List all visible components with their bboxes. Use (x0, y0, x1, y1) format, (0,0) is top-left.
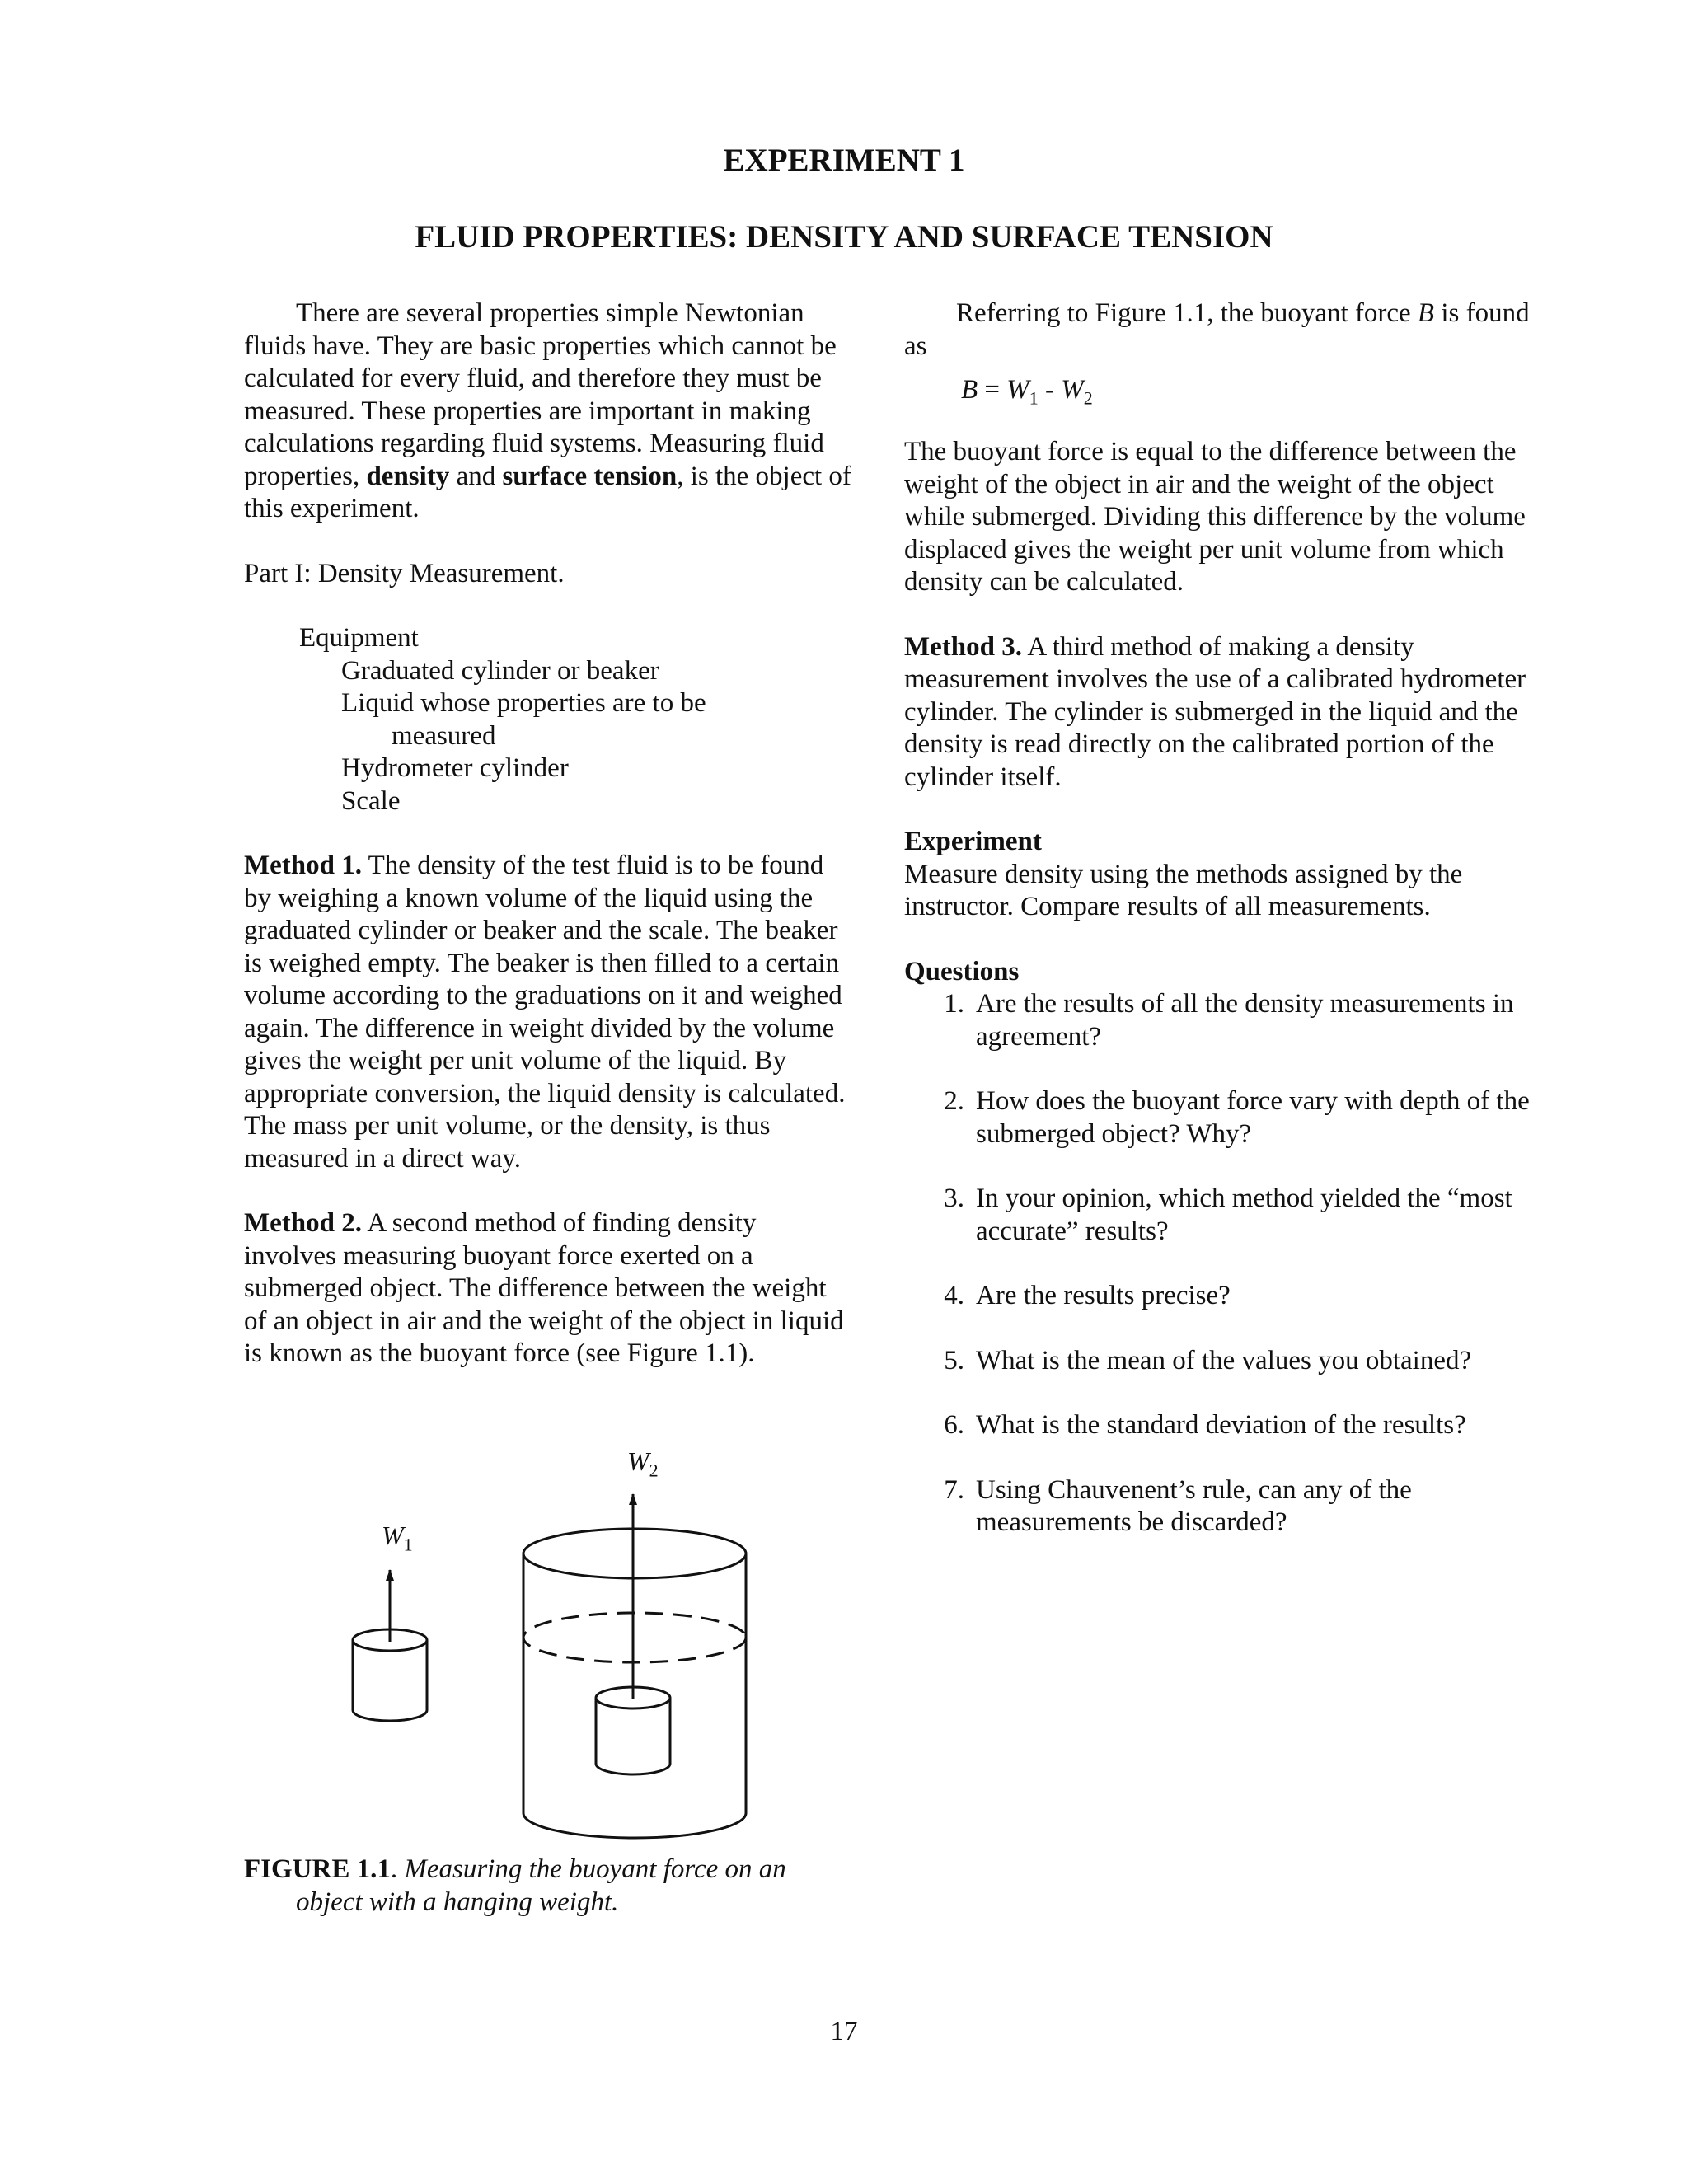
question-item: 1. Are the results of all the density measurements in agreement? (944, 989, 1514, 1052)
equipment-list (244, 622, 854, 818)
equipment-item: Graduated cylinder or beaker (341, 655, 659, 686)
container-body (523, 1554, 746, 1838)
intro-paragraph: There are several properties simple Newtonian fluids have. They are basic properties which cannot be calculated for every fluid, and therefore they must be measured. These properties are important in making calculations regarding fluid systems. Measuring fluid properties, density and surface tension, is the object of this experiment. (244, 298, 851, 523)
question-item: 6. What is the standard deviation of the results? (944, 1410, 1466, 1441)
free-weight-body (353, 1640, 427, 1721)
method3-paragraph: Method 3. A third method of making a density measurement involves the use of a calibrated hydrometer cylinder. The cylinder is submerged in the liquid and the density is read directly on the calibrated portion of the cylinder itself. (904, 631, 1526, 792)
w2-label: $W_2$ (627, 1446, 659, 1481)
equipment-item: Liquid whose properties are to be (341, 688, 706, 718)
figure-buoyant-force (330, 1446, 783, 1842)
equipment-item: Scale (341, 785, 401, 816)
questions-heading: Questions (904, 956, 1020, 987)
term-surface-tension: surface tension (502, 461, 678, 491)
method2-paragraph: Method 2. A second method of finding density involves measuring buoyant force exerted on a submerged object. The difference between the weight of an object in air and the weight of the object in liquid is known as the buoyant force (see Figure 1.1). (244, 1208, 844, 1368)
figure-drawing (330, 1446, 783, 1842)
question-item: 3. In your opinion, which method yielded the “most accurate” results? (944, 1183, 1512, 1246)
caption-label: FIGURE 1.1 (244, 1854, 391, 1884)
part-heading: Part I: Density Measurement. (244, 558, 565, 588)
liquid-surface (523, 1613, 746, 1662)
equipment-item-continued: measured (392, 720, 496, 751)
method1-label: Method 1. (244, 851, 362, 880)
buoyant-equation: $B = W_1 - W_2$ (961, 375, 1093, 409)
buoyant-explain-paragraph: The buoyant force is equal to the difference between the weight of the object in air and the weight of the object while submerged. Dividing this difference by the volume displaced gives the weight per unit volume from which density can be calculated. (904, 437, 1526, 598)
question-item: 4. Are the results precise? (944, 1281, 1231, 1311)
method3-label: Method 3. (904, 631, 1022, 662)
method2-label: Method 2. (244, 1208, 362, 1238)
container (523, 1529, 746, 1838)
equipment-item: Hydrometer cylinder (341, 753, 569, 783)
experiment-heading: Experiment (904, 827, 1042, 857)
page-number: 17 (830, 2017, 858, 2046)
experiment-paragraph: Measure density using the methods assigned by the instructor. Compare results of all measurements. (904, 859, 1463, 922)
page-title: FLUID PROPERTIES: DENSITY AND SURFACE TENSION (415, 219, 1273, 255)
method1-paragraph: Method 1. The density of the test fluid is to be found by weighing a known volume of the liquid using the graduated cylinder or beaker and the scale. The beaker is weighed empty. The beaker is then filled to a certain volume according to the graduations on it and weighed again. The difference in weight divided by the volume gives the weight per unit volume of the liquid. By appropriate conversion, the liquid density is calculated. The mass per unit volume, or the density, is thus measured in a direct way. (244, 851, 846, 1174)
w1-label: $W_1$ (382, 1521, 413, 1555)
free-weight (353, 1629, 427, 1721)
term-density: density (366, 461, 450, 491)
question-item: 5. What is the mean of the values you obtained? (944, 1345, 1472, 1376)
experiment-number: EXPERIMENT 1 (723, 143, 965, 178)
container-rim (523, 1529, 746, 1578)
buoyant-intro-paragraph: Referring to Figure 1.1, the buoyant force B is found as (904, 298, 1530, 361)
equipment-heading: Equipment (299, 623, 419, 653)
figure-caption: FIGURE 1.1. Measuring the buoyant force on an object with a hanging weight. (244, 1854, 786, 1917)
left-column (244, 298, 854, 1371)
questions-list (904, 988, 1531, 1540)
right-column (904, 298, 1531, 1540)
question-item: 2. How does the buoyant force vary with depth of the submerged object? Why? (944, 1086, 1530, 1149)
submerged-weight (596, 1687, 670, 1774)
question-item: 7. Using Chauvenent’s rule, can any of the measurements be discarded? (944, 1474, 1412, 1538)
